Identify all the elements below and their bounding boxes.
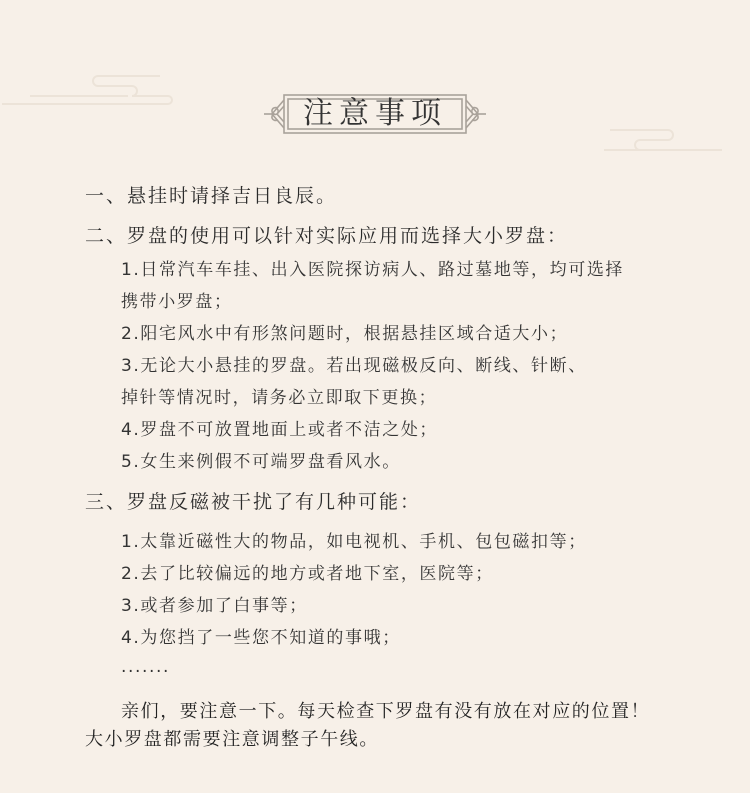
list-item: 携带小罗盘；: [121, 292, 233, 312]
closing-note-line-1: 亲们，要注意一下。每天检查下罗盘有没有放在对应的位置！: [121, 701, 651, 722]
section-heading-2: 二、罗盘的使用可以针对实际应用而选择大小罗盘：: [85, 225, 569, 247]
list-item: 4.为您挡了一些您不知道的事哦；: [121, 628, 401, 648]
list-item: 5.女生来例假不可端罗盘看风水。: [121, 452, 401, 472]
list-item: 掉针等情况时，请务必立即取下更换；: [121, 388, 438, 408]
list-item: 3.或者参加了白事等；: [121, 596, 308, 616]
list-item: 3.无论大小悬挂的罗盘。若出现磁极反向、断线、针断、: [121, 356, 587, 376]
list-item: 4.罗盘不可放置地面上或者不洁之处；: [121, 420, 439, 440]
list-item: 2.去了比较偏远的地方或者地下室，医院等；: [121, 564, 494, 584]
list-item: 2.阳宅风水中有形煞问题时，根据悬挂区域合适大小；: [121, 324, 569, 344]
section-heading-1: 一、悬挂时请择吉日良辰。: [85, 185, 338, 207]
page-title: 注意事项: [303, 96, 447, 131]
section-heading-3: 三、罗盘反磁被干扰了有几种可能：: [85, 491, 422, 513]
list-item: 1.日常汽车车挂、出入医院探访病人、路过墓地等，均可选择: [121, 260, 625, 280]
title-banner: [0, 92, 750, 136]
ellipsis: ·······: [121, 662, 171, 682]
closing-note-line-2: 大小罗盘都需要注意调整子午线。: [85, 729, 379, 750]
list-item: 1.太靠近磁性大的物品，如电视机、手机、包包磁扣等；: [121, 532, 587, 552]
